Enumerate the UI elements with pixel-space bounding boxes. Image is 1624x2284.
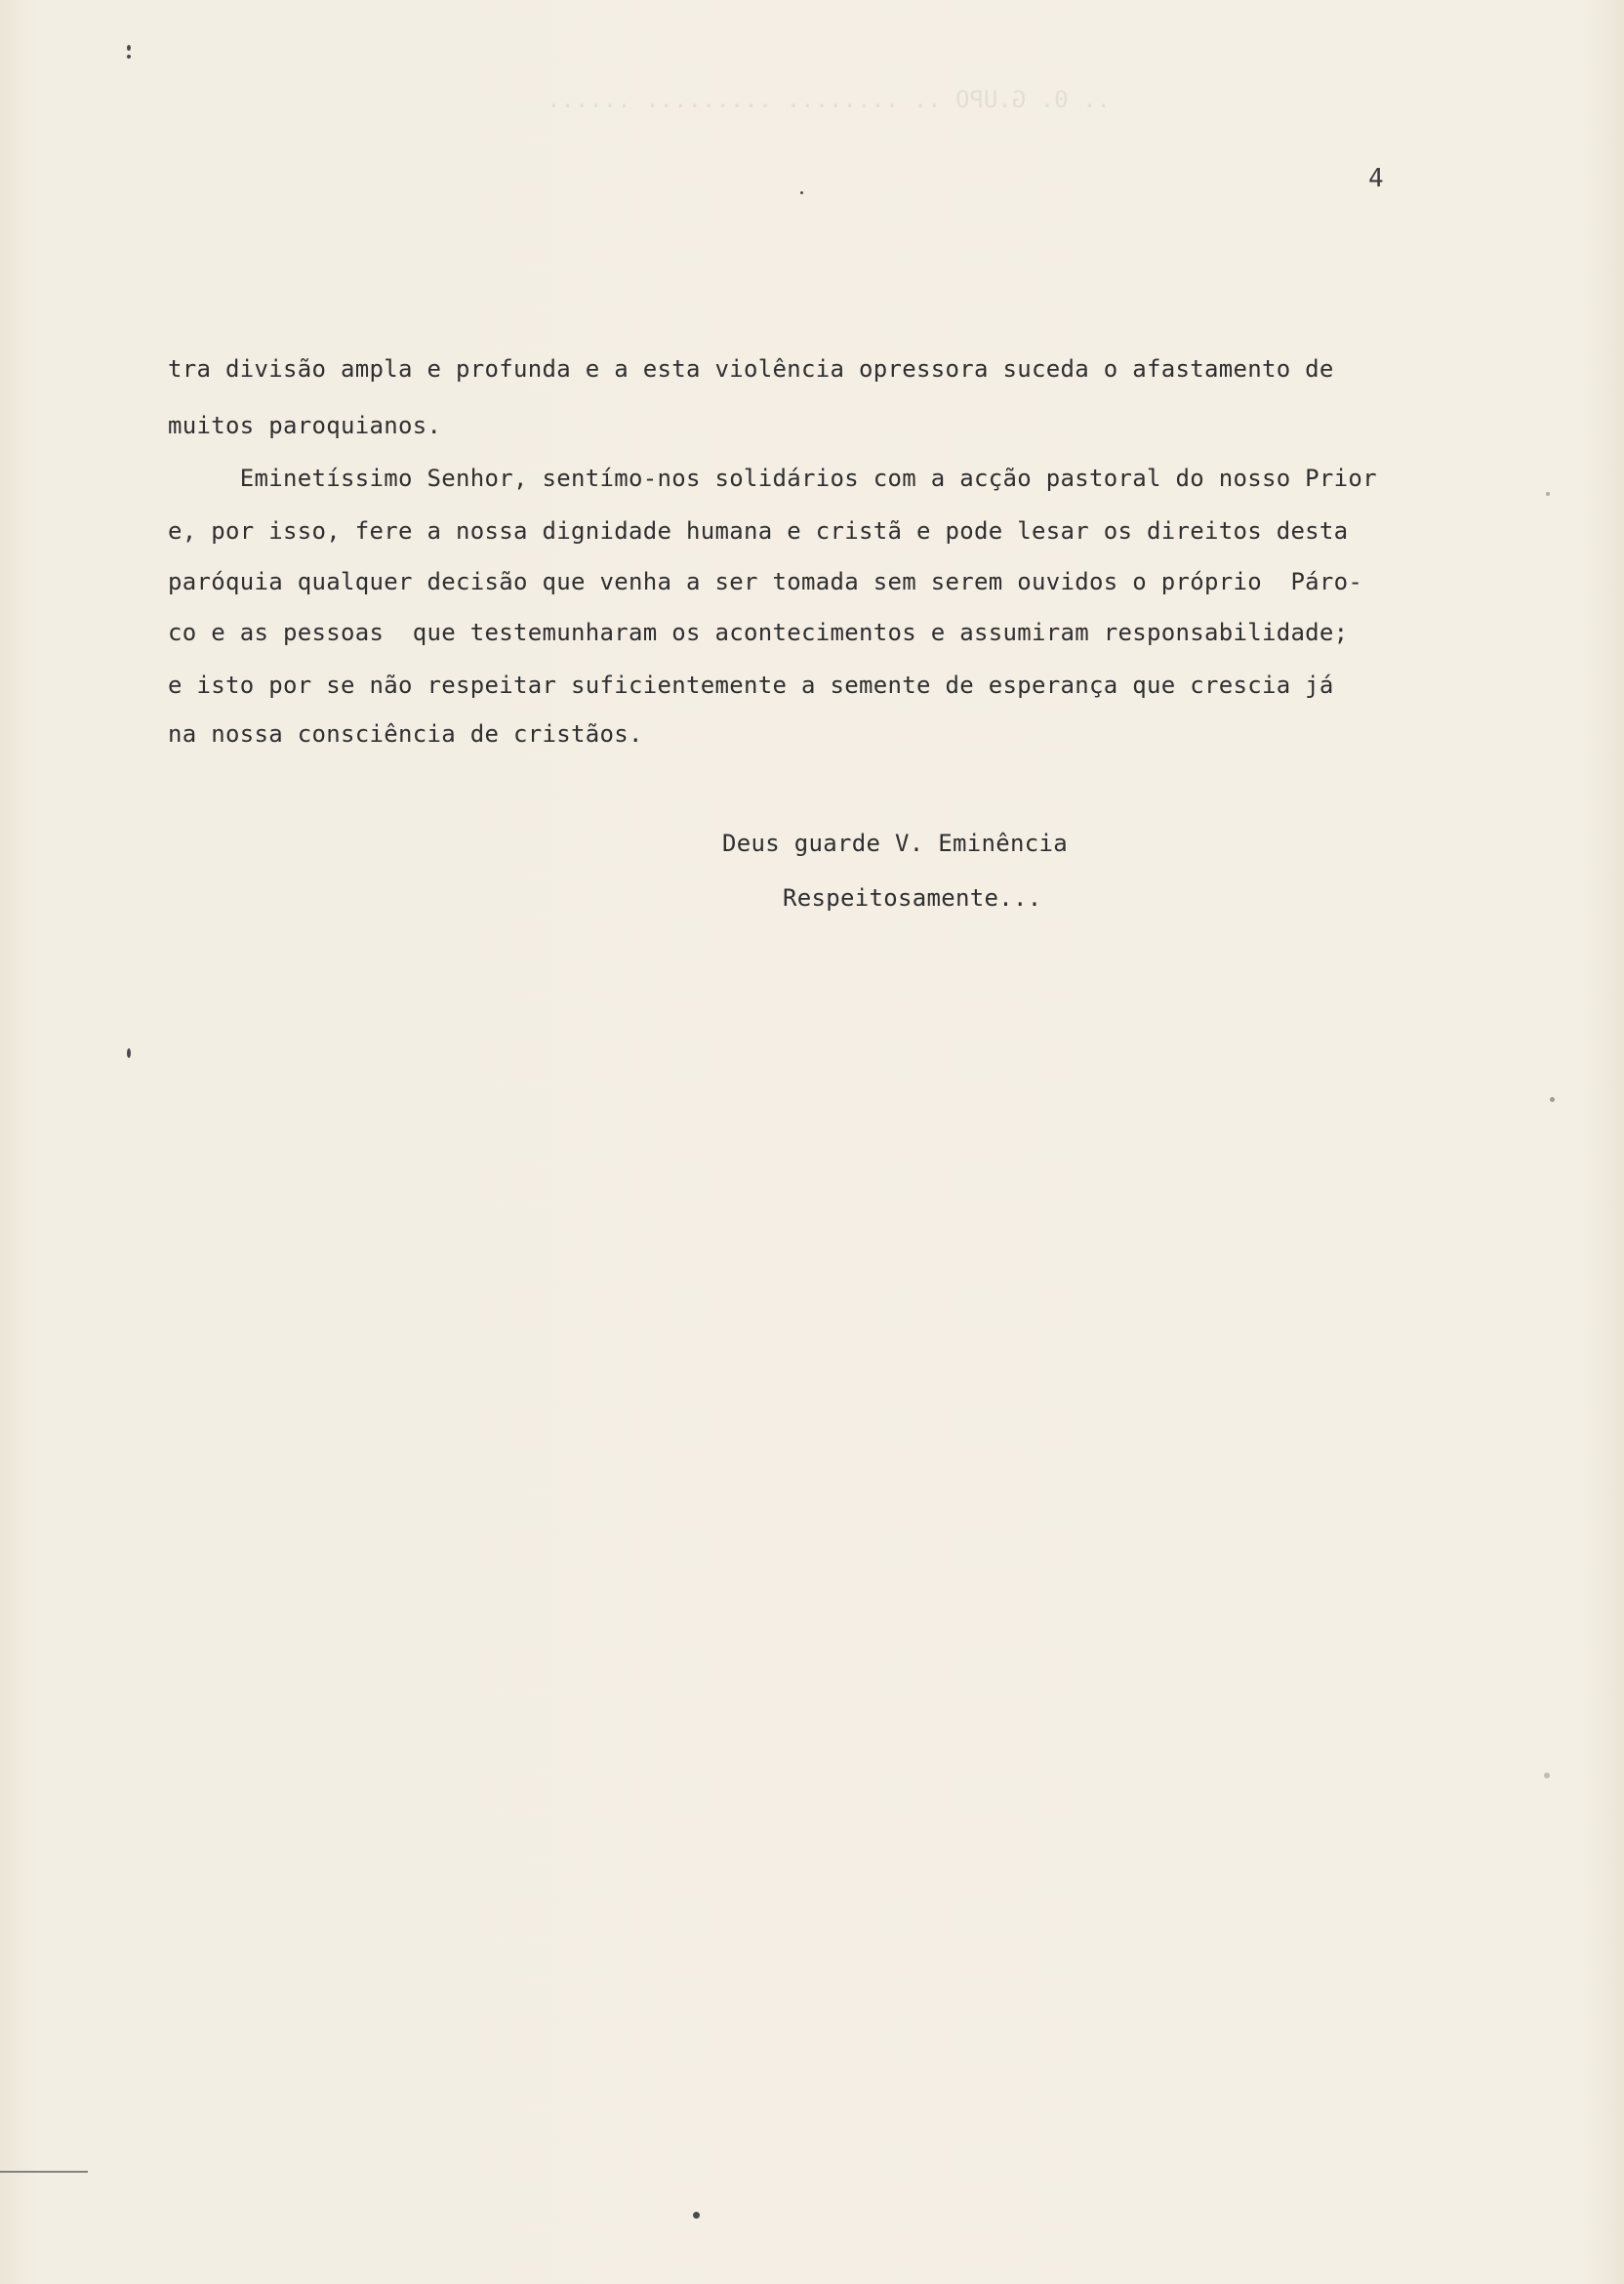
letter-line: e, por isso, fere a nossa dignidade humana e cristã e pode lesar os direitos desta bbox=[168, 517, 1349, 545]
closing-signoff: Respeitosamente... bbox=[783, 884, 1042, 912]
letter-line: co e as pessoas que testemunharam os acontecimentos e assumiram responsabilidade; bbox=[168, 619, 1349, 646]
scan-speck bbox=[1544, 1773, 1550, 1778]
scan-speck bbox=[127, 1048, 131, 1058]
letter-line: paróquia qualquer decisão que venha a ser tomada sem serem ouvidos o próprio Páro- bbox=[168, 568, 1363, 595]
scan-speck bbox=[127, 45, 131, 51]
scan-speck bbox=[1550, 1097, 1555, 1102]
letter-line: na nossa consciência de cristãos. bbox=[168, 720, 643, 748]
scan-speck bbox=[127, 55, 131, 59]
closing-greeting: Deus guarde V. Eminência bbox=[722, 830, 1068, 857]
scan-speck bbox=[1546, 492, 1550, 496]
letter-line: e isto por se não respeitar suficientemente a semente de esperança que crescia já bbox=[168, 672, 1334, 699]
scan-speck bbox=[800, 191, 803, 194]
letter-line: muitos paroquianos. bbox=[168, 412, 442, 439]
letter-line: Eminetíssimo Senhor, sentímo-nos solidários com a acção pastoral do nosso Prior bbox=[168, 465, 1377, 492]
letter-line: tra divisão ampla e profunda e a esta violência opressora suceda o afastamento de bbox=[168, 355, 1334, 383]
margin-mark bbox=[0, 2171, 88, 2173]
page-number: 4 bbox=[1368, 164, 1384, 193]
scan-speck bbox=[693, 2212, 700, 2219]
bleed-through-texture: .. 0. G.UPO .. ........ ......... ...... bbox=[547, 86, 1111, 113]
